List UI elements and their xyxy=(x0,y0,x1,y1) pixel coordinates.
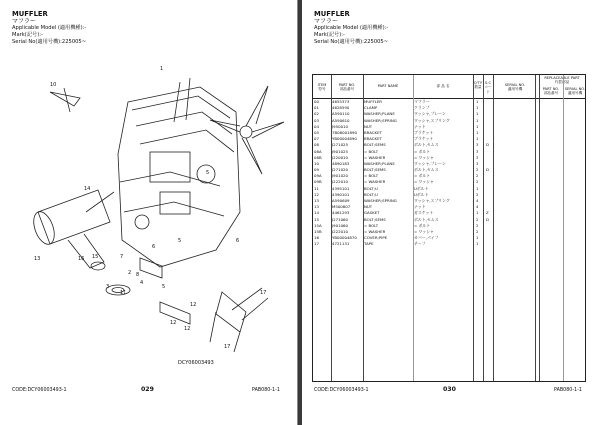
cell-part-no: J271025 xyxy=(332,142,348,148)
cell-part-no: J222010 xyxy=(332,179,348,185)
cell-part-no: J271020 xyxy=(332,167,348,173)
cell-part-no: 4390101 xyxy=(332,191,350,197)
cell-jp: テープ xyxy=(414,241,426,247)
cell-qty: 4 xyxy=(476,198,479,203)
callout-label: 8 xyxy=(136,272,140,278)
cell-part-no: J271060 xyxy=(332,216,348,222)
diagram-code: DCY06003493 xyxy=(178,360,214,366)
cell-qty: 2 xyxy=(476,216,479,222)
cell-qty: 1 xyxy=(476,117,479,123)
cell-jp: Uボルト xyxy=(414,191,429,197)
cell-part-no: 4461293 xyxy=(332,210,350,216)
cell-item: 08 xyxy=(314,142,319,148)
cell-item: 15 xyxy=(314,216,319,222)
cell-jp: ボルト,セムス xyxy=(414,216,439,222)
cell-name: NUT xyxy=(364,123,373,129)
cell-name: WASHER;PLANE xyxy=(364,160,395,166)
cell-name: TAPE xyxy=(364,241,374,247)
serial-no: Serial No(適用号機):225005~ xyxy=(314,38,389,45)
cell-qty: 1 xyxy=(476,99,479,104)
header-part-no: PART NO. 部品番号 xyxy=(338,83,356,92)
cell-part-no: 7B08001890 xyxy=(332,129,357,135)
cell-jp: = ボルト xyxy=(414,173,431,179)
cell-item: 10 xyxy=(314,160,319,166)
callout-label: 3 xyxy=(106,284,110,290)
cell-jp: Uボルト xyxy=(414,185,429,191)
serial-no: Serial No(適用号機):225005~ xyxy=(12,38,87,45)
mark: Mark(記号):- xyxy=(314,32,345,38)
cell-name: WASHER;SPRING xyxy=(364,198,397,203)
engine-exploded-diagram xyxy=(10,62,288,352)
cell-qty: 3 xyxy=(476,148,479,154)
header-rep-serial: SERIAL NO. 適用号機 xyxy=(564,87,586,96)
cell-name: BOLT;SEMS xyxy=(364,167,386,173)
callout-label: 5 xyxy=(206,170,210,176)
cell-jp: ワッシャ,スプリング xyxy=(414,117,450,123)
cell-qty: 3 xyxy=(476,160,479,166)
cell-qty: 4 xyxy=(476,204,479,210)
right-page xyxy=(302,0,600,425)
cell-item: 14 xyxy=(314,210,319,216)
callout-label: 2 xyxy=(128,270,132,276)
cell-item: 03 xyxy=(314,117,319,123)
cell-item: 13 xyxy=(314,204,319,210)
cell-jp: = ワッシャ xyxy=(414,228,434,234)
cell-item: 09A xyxy=(314,173,322,179)
cell-part-no: J901020 xyxy=(332,173,348,179)
cell-item: 09B xyxy=(314,179,322,185)
cell-sc: D xyxy=(486,142,489,148)
callout-label: 12 xyxy=(184,326,191,332)
cell-name: BRACKET xyxy=(364,129,382,135)
callout-label: 1 xyxy=(160,66,164,72)
cell-name: NUT xyxy=(364,204,373,210)
header-item: ITEM 符号 xyxy=(317,83,327,92)
cell-jp: = ボルト xyxy=(414,222,431,228)
cell-part-no: 4628590 xyxy=(332,105,350,111)
cell-qty: 2 xyxy=(476,228,479,234)
cell-item: 08A xyxy=(314,148,322,154)
cell-part-no: 4890183 xyxy=(332,160,350,166)
page-number: 030 xyxy=(443,386,456,393)
cell-qty: 1 xyxy=(476,241,479,247)
cell-jp: ナット xyxy=(414,123,426,129)
cell-sc: D xyxy=(486,167,489,173)
cell-jp: カバー,パイプ xyxy=(414,235,439,241)
applicable-model: Applicable Model (適用機種):- xyxy=(314,25,389,32)
page-number: 029 xyxy=(141,386,154,393)
cell-qty: 2 xyxy=(476,167,479,173)
cell-qty: 1 xyxy=(476,185,479,191)
cell-name: GASKET xyxy=(364,210,380,216)
cell-jp: ボルト,セムス xyxy=(414,167,439,173)
cell-qty: 3 xyxy=(476,154,479,160)
header-name-jp: 部 品 名 xyxy=(436,84,450,88)
callout-label: 7 xyxy=(120,254,124,260)
cell-jp: クランプ xyxy=(414,105,430,111)
cell-qty: 1 xyxy=(476,235,479,241)
cell-name: = WASHER xyxy=(364,154,386,160)
callout-label: 5 xyxy=(162,284,166,290)
cell-qty: 2 xyxy=(476,191,479,197)
cell-jp: マフラー xyxy=(414,99,430,104)
cell-name: BOLT;U xyxy=(364,191,378,197)
cell-name: = WASHER xyxy=(364,179,386,185)
cell-jp: ボルト,セムス xyxy=(414,142,439,148)
cell-item: 12 xyxy=(314,191,319,197)
cell-part-no: J901060 xyxy=(332,222,348,228)
cell-qty: 2 xyxy=(476,173,479,179)
cell-item: 11 xyxy=(314,185,319,191)
cell-qty: 1 xyxy=(476,105,479,111)
header-rep-part-no: PART NO. 部品番号 xyxy=(542,87,560,96)
right-header xyxy=(314,10,388,45)
callout-label: 6 xyxy=(236,238,240,244)
cell-qty: 1 xyxy=(476,129,479,135)
cell-part-no: 4655373 xyxy=(332,99,350,104)
cell-part-no: A590610 xyxy=(332,117,350,123)
cell-jp: = ワッシャ xyxy=(414,154,434,160)
cell-qty: 1 xyxy=(476,111,479,117)
cell-jp: ブラケット xyxy=(414,129,434,135)
cell-item: 01 xyxy=(314,105,319,111)
cell-item: 02 xyxy=(314,111,319,117)
footer-ref: PAB080-1-1 xyxy=(554,388,582,393)
cell-sc: D xyxy=(486,216,489,222)
cell-item: 05 xyxy=(314,129,319,135)
cell-sc: Z xyxy=(486,210,489,216)
cell-item: 09 xyxy=(314,167,319,173)
header-part-name: PART NAME xyxy=(377,84,399,88)
cell-part-no: J220010 xyxy=(332,154,348,160)
left-header xyxy=(12,10,86,45)
cell-item: 15B xyxy=(314,228,322,234)
mark: Mark(記号):- xyxy=(12,32,43,38)
cell-qty: 2 xyxy=(476,179,479,185)
cell-name: = WASHER xyxy=(364,228,386,234)
header-sc: S.C コード xyxy=(484,81,492,94)
cell-part-no: A590110 xyxy=(332,111,350,117)
callout-label: 16 xyxy=(78,256,85,262)
page-title: MUFFLER xyxy=(12,10,48,18)
cell-part-no: 4721131 xyxy=(332,241,350,247)
cell-jp: ワッシャ,スプリング xyxy=(414,198,450,203)
table-body xyxy=(313,99,585,248)
callout-label: 11 xyxy=(120,290,127,296)
cell-name: COVER;PIPE xyxy=(364,235,388,241)
cell-part-no: J222010 xyxy=(332,228,348,234)
page-title: MUFFLER xyxy=(314,10,350,18)
cell-item: 17 xyxy=(314,241,319,247)
cell-name: = BOLT xyxy=(364,148,379,154)
footer-code: CODE:DCY06003493-1 xyxy=(12,388,67,393)
cell-item: 04 xyxy=(314,123,319,129)
header-replaceable: REPLACEABLE PART 代替部品 xyxy=(544,76,580,85)
cell-jp: ガスケット xyxy=(414,210,434,216)
cell-name: BOLT;SEMS xyxy=(364,216,386,222)
applicable-model: Applicable Model (適用機種):- xyxy=(12,25,87,32)
cell-item: 13 xyxy=(314,198,319,203)
cell-name: MUFFLER xyxy=(364,99,383,104)
cell-part-no: YB00004890 xyxy=(332,136,357,142)
page-title-jp: マフラー xyxy=(314,18,339,25)
cell-name: WASHER;PLANE xyxy=(364,111,395,117)
cell-item: 08B xyxy=(314,154,322,160)
cell-part-no: 4395101 xyxy=(332,185,350,191)
header-serial: SERIAL NO. 適用号機 xyxy=(504,83,526,92)
callout-label: 17 xyxy=(224,344,231,350)
cell-jp: ナット xyxy=(414,204,426,210)
cell-part-no: A590609 xyxy=(332,198,350,203)
callout-label: 4 xyxy=(140,280,144,286)
cell-part-no: M500807 xyxy=(332,204,351,210)
table-row xyxy=(313,241,585,247)
cell-jp: = ボルト xyxy=(414,148,431,154)
callout-label: 15 xyxy=(92,254,99,260)
cell-item: 00 xyxy=(314,99,319,104)
cell-part-no: J901025 xyxy=(332,148,348,154)
callout-label: 12 xyxy=(190,302,197,308)
header-qty: Q'TY 数量 xyxy=(473,81,483,90)
left-page xyxy=(0,0,298,425)
callout-label: 5 xyxy=(178,238,182,244)
callout-label: 6 xyxy=(152,244,156,250)
footer-ref: PAB080-1-1 xyxy=(252,388,280,393)
cell-name: = BOLT xyxy=(364,173,379,179)
cell-part-no: YB00004870 xyxy=(332,235,357,241)
cell-qty: 1 xyxy=(476,136,479,142)
table-header xyxy=(313,75,585,99)
cell-name: BRACKET xyxy=(364,136,382,142)
callout-label: 10 xyxy=(50,82,57,88)
cell-item: 07 xyxy=(314,136,319,142)
cell-qty: 2 xyxy=(476,222,479,228)
cell-qty: 3 xyxy=(476,142,479,148)
page-title-jp: マフラー xyxy=(12,18,37,25)
cell-qty: 1 xyxy=(476,123,479,129)
callout-label: 14 xyxy=(84,186,91,192)
cell-jp: ブラケット xyxy=(414,136,434,142)
cell-name: BOLT;U xyxy=(364,185,378,191)
cell-name: WASHER;SPRING xyxy=(364,117,397,123)
cell-name: BOLT;SEMS xyxy=(364,142,386,148)
cell-part-no: J950010 xyxy=(332,123,348,129)
footer-code: CODE:DCY06003493-1 xyxy=(314,388,369,393)
cell-jp: = ワッシャ xyxy=(414,179,434,185)
cell-qty: 1 xyxy=(476,210,479,216)
callout-label: 12 xyxy=(170,320,177,326)
cell-jp: ワッシャ,プレーン xyxy=(414,160,446,166)
callout-label: 13 xyxy=(34,256,41,262)
cell-name: = BOLT xyxy=(364,222,379,228)
cell-name: CLAMP xyxy=(364,105,378,111)
callout-label: 17 xyxy=(260,290,267,296)
cell-item: 16 xyxy=(314,235,319,241)
cell-item: 15A xyxy=(314,222,322,228)
cell-jp: ワッシャ,プレーン xyxy=(414,111,446,117)
parts-table xyxy=(312,74,586,382)
